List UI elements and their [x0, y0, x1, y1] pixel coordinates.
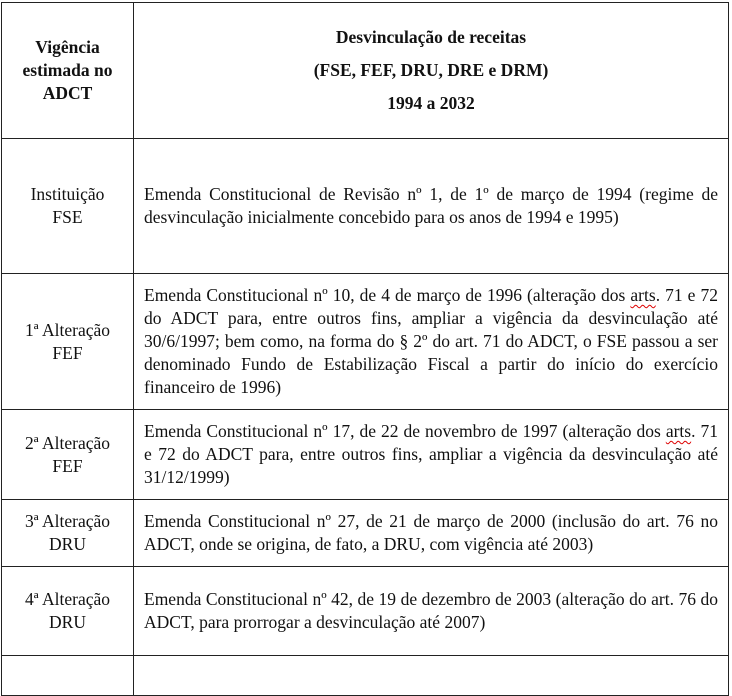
row-label — [2, 139, 134, 274]
row-text-content: Emenda Constitucional nº 10, de 4 de março de 1996 (alteração dos — [144, 285, 631, 305]
row-text — [134, 139, 729, 274]
header-line: Vigência — [35, 37, 100, 57]
row-label — [2, 274, 134, 410]
row-text-content: Emenda Constitucional nº 42, de 19 de dezembro de 2003 (alteração do art. 76 do ADCT, para prorrogar a desvinculação até 2007) — [144, 589, 718, 632]
label-line: FEF — [52, 342, 83, 363]
label-line: 1ª Alteração — [25, 319, 110, 340]
row-text — [134, 567, 729, 656]
row-text — [134, 500, 729, 567]
row-label — [2, 656, 134, 696]
row-text-content: Emenda Constitucional de Revisão nº 1, de 1º de março de 1994 (regime de desvinculação inicialmente concebido para os anos de 1994 e 1995) — [144, 184, 718, 227]
label-line: FEF — [52, 455, 83, 476]
table-row — [2, 567, 729, 656]
row-text-content: Emenda Constitucional nº 27, de 21 de março de 2000 (inclusão do art. 76 no ADCT, onde se origina, de fato, a DRU, com vigência até 2003) — [144, 511, 718, 554]
header-line: estimada no — [22, 60, 113, 80]
table-row — [2, 410, 729, 500]
header-desvinculacao — [134, 3, 729, 139]
spellcheck-mark: arts — [665, 421, 692, 441]
row-label — [2, 567, 134, 656]
table-row — [2, 500, 729, 567]
header-period: 1994 a 2032 — [387, 93, 475, 113]
header-line: ADCT — [42, 83, 93, 103]
label-line: 3ª Alteração — [25, 511, 110, 531]
row-text — [134, 656, 729, 696]
table-row-partial — [2, 656, 729, 696]
label-line: FSE — [52, 207, 83, 227]
row-text-content: . 71 e 72 do ADCT para, entre outros fins, ampliar a vigência da desvinculação até 30/6/1997; bem como, na forma do § 2º do art. 71 do ADCT, o FSE passou a ser denominado Fundo de Estabilização Fiscal a partir do início do exercício financeiro de 1996) — [144, 285, 718, 397]
header-title: Desvinculação de receitas — [335, 27, 527, 47]
spellcheck-mark: arts — [630, 285, 656, 305]
row-text-content: . 71 e 72 do ADCT para, entre outros fins, ampliar a vigência da desvinculação até 31/12/1999) — [144, 421, 718, 487]
label-line: DRU — [49, 612, 86, 632]
label-line: 2ª Alteração — [25, 432, 110, 453]
table-row — [2, 139, 729, 274]
header-row — [2, 3, 729, 139]
header-vigencia — [2, 3, 134, 139]
row-text — [134, 410, 729, 500]
label-line: 4ª Alteração — [25, 589, 110, 609]
row-text-content: Emenda Constitucional nº 17, de 22 de novembro de 1997 (alteração dos — [144, 421, 666, 441]
row-label — [2, 500, 134, 567]
label-line: Instituição — [30, 184, 105, 204]
header-subtitle: (FSE, FEF, DRU, DRE e DRM) — [313, 60, 549, 80]
desvinculacao-table — [1, 2, 729, 696]
label-line: DRU — [49, 534, 86, 554]
row-label — [2, 410, 134, 500]
table-row — [2, 274, 729, 410]
row-text — [134, 274, 729, 410]
